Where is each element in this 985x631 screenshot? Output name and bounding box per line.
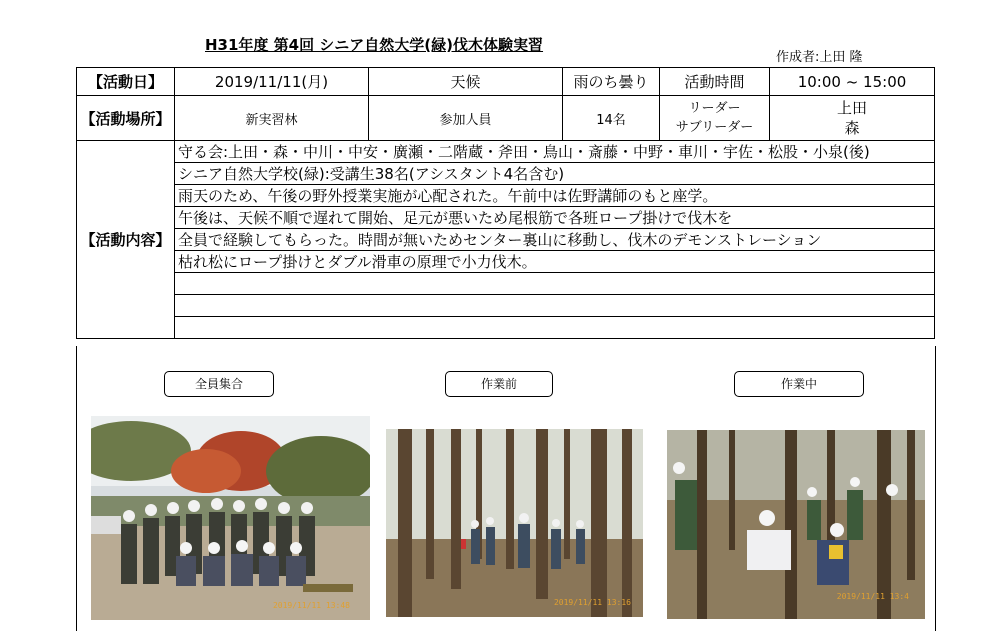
place-label: 【活動場所】: [77, 96, 175, 141]
subleader-name: 森: [844, 119, 860, 137]
content-line: 守る会:上田・森・中川・中安・廣瀬・二階蔵・斧田・鳥山・斎藤・中野・車川・宇佐・松股・小泉(後): [175, 141, 935, 163]
time-label: 活動時間: [660, 68, 770, 96]
content-label: 【活動内容】: [77, 141, 175, 339]
photo-timestamp: 2019/11/11 13:4: [836, 592, 909, 601]
author-label: 作成者:上田 隆: [776, 50, 863, 65]
content-line: [175, 273, 935, 295]
content-line: [175, 317, 935, 339]
date-value: 2019/11/11(月): [175, 68, 369, 96]
participants-value: 14名: [563, 96, 660, 141]
caption-during-work: 作業中: [734, 371, 864, 397]
during-work-photo-image: [667, 430, 925, 619]
before-work-photo-image: [386, 429, 643, 617]
leader-name: 上田: [836, 99, 867, 117]
caption-before-work: 作業前: [445, 371, 553, 397]
group-photo-image: [91, 416, 370, 620]
caption-group-photo: 全員集合: [164, 371, 274, 397]
leader-names: [770, 96, 935, 141]
content-line: 全員で経験してもらった。時間が無いためセンター裏山に移動し、伐木のデモンストレーション: [175, 229, 935, 251]
weather-label: 天候: [369, 68, 563, 96]
leader-labels: [660, 96, 770, 141]
leader-label: リーダー: [688, 101, 741, 116]
report-title: H31年度 第4回 シニア自然大学(緑)伐木体験実習: [205, 36, 544, 54]
date-label: 【活動日】: [77, 68, 175, 96]
content-line: 雨天のため、午後の野外授業実施が心配された。午前中は佐野講師のもと座学。: [175, 185, 935, 207]
content-line: [175, 295, 935, 317]
activity-report-table: [76, 67, 935, 339]
time-value: 10:00 ~ 15:00: [770, 68, 935, 96]
photo-timestamp: 2019/11/11 13:16: [553, 598, 631, 607]
photo-timestamp: 2019/11/11 13:48: [272, 601, 350, 610]
place-value: 新実習林: [175, 96, 369, 141]
content-line: 午後は、天候不順で遅れて開始、足元が悪いため尾根筋で各班ロープ掛けで伐木を: [175, 207, 935, 229]
participants-label: 参加人員: [369, 96, 563, 141]
weather-value: 雨のち曇り: [563, 68, 660, 96]
subleader-label: サブリーダー: [675, 120, 754, 135]
content-line: 枯れ松にロープ掛けとダブル滑車の原理で小力伐木。: [175, 251, 935, 273]
content-line: シニア自然大学校(緑):受講生38名(アシスタント4名含む): [175, 163, 935, 185]
